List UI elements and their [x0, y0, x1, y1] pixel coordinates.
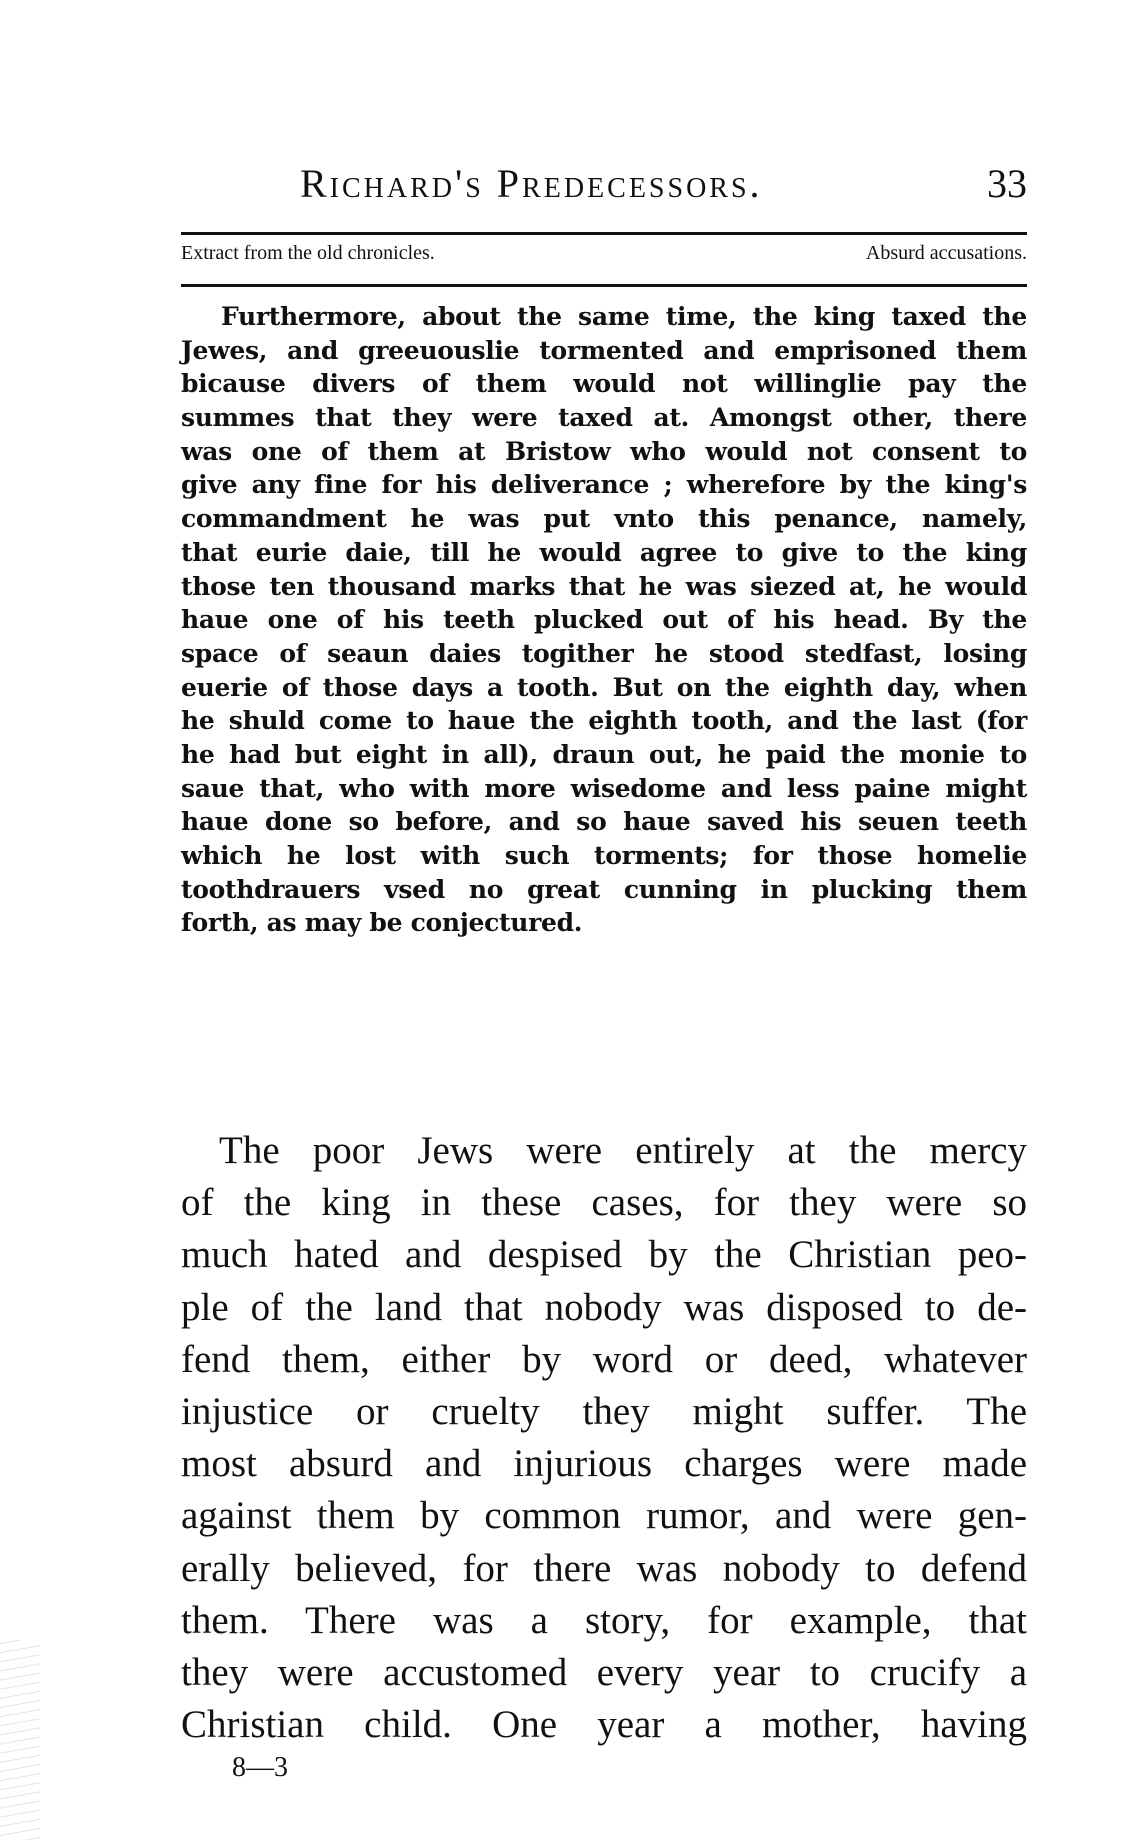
- extract-line: those ten thousand marks that he was siezed at, he would: [181, 571, 1027, 601]
- body-line: of the king in these cases, for they were so: [181, 1181, 1027, 1225]
- extract-line: was one of them at Bristow who would not consent to: [181, 436, 1027, 466]
- extract-line: give any fine for his deliverance ; wherefore by the king's: [181, 470, 1027, 500]
- body-line: ple of the land that nobody was disposed to de-: [181, 1285, 1027, 1329]
- top-rule: [181, 232, 1027, 235]
- extract-line: summes that they were taxed at. Amongst other, there: [181, 403, 1027, 433]
- extract-line: haue one of his teeth plucked out of his head. By the: [181, 605, 1027, 635]
- body-line: most absurd and injurious charges were made: [181, 1442, 1027, 1486]
- body-line: fend them, either by word or deed, whatever: [181, 1337, 1027, 1381]
- body-line: them. There was a story, for example, that: [181, 1598, 1027, 1642]
- body-line: injustice or cruelty they might suffer. The: [181, 1389, 1027, 1433]
- extract-line: commandment he was put vnto this penance, namely,: [181, 504, 1027, 534]
- bottom-rule: [181, 284, 1027, 287]
- extract-line: that eurie daie, till he would agree to give to the king: [181, 537, 1027, 567]
- page-number: 33: [987, 161, 1027, 206]
- body-line: much hated and despised by the Christian peo-: [181, 1233, 1027, 1277]
- extract-line: he had but eight in all), draun out, he paid the monie to: [181, 739, 1027, 769]
- extract-line: which he lost with such torments; for those homelie: [181, 841, 1027, 870]
- extract-line: he shuld come to haue the eighth tooth, and the last (for: [181, 706, 1027, 736]
- extract-line: Jewes, and greeuouslie tormented and emprisoned them: [181, 335, 1027, 365]
- extract-line: space of seaun daies togither he stood stedfast, losing: [181, 638, 1027, 668]
- marginal-heading-left: Extract from the old chronicles.: [181, 242, 435, 264]
- running-header: [300, 160, 1027, 207]
- extract-line: forth, as may be conjectured.: [181, 908, 583, 938]
- extract-line: euerie of those days a tooth. But on the eighth day, when: [181, 672, 1027, 702]
- running-title: Richard's Predecessors.: [300, 161, 763, 206]
- scan-edge-noise: [0, 1640, 40, 1840]
- body-paragraph: [181, 1125, 1027, 1751]
- body-line: they were accustomed every year to crucify a: [181, 1650, 1027, 1694]
- blackletter-extract: [181, 300, 1027, 940]
- body-line: Christian child. One year a mother, having: [181, 1703, 1027, 1747]
- body-line: erally believed, for there was nobody to defend: [181, 1546, 1027, 1590]
- marginal-heading-right: Absurd accusations.: [865, 242, 1027, 264]
- extract-line: toothdrauers vsed no great cunning in plucking them: [181, 874, 1027, 904]
- body-line: The poor Jews were entirely at the mercy: [219, 1129, 1027, 1172]
- extract-line: Furthermore, about the same time, the king taxed the: [221, 302, 1027, 331]
- extract-line: bicause divers of them would not willinglie pay the: [181, 369, 1027, 399]
- marginal-headings: [181, 242, 1027, 265]
- extract-line: saue that, who with more wisedome and less paine might: [181, 773, 1027, 803]
- extract-line: haue done so before, and so haue saved his seuen teeth: [181, 807, 1027, 837]
- signature-mark: 8—3: [232, 1752, 288, 1783]
- body-line: against them by common rumor, and were gen-: [181, 1494, 1027, 1538]
